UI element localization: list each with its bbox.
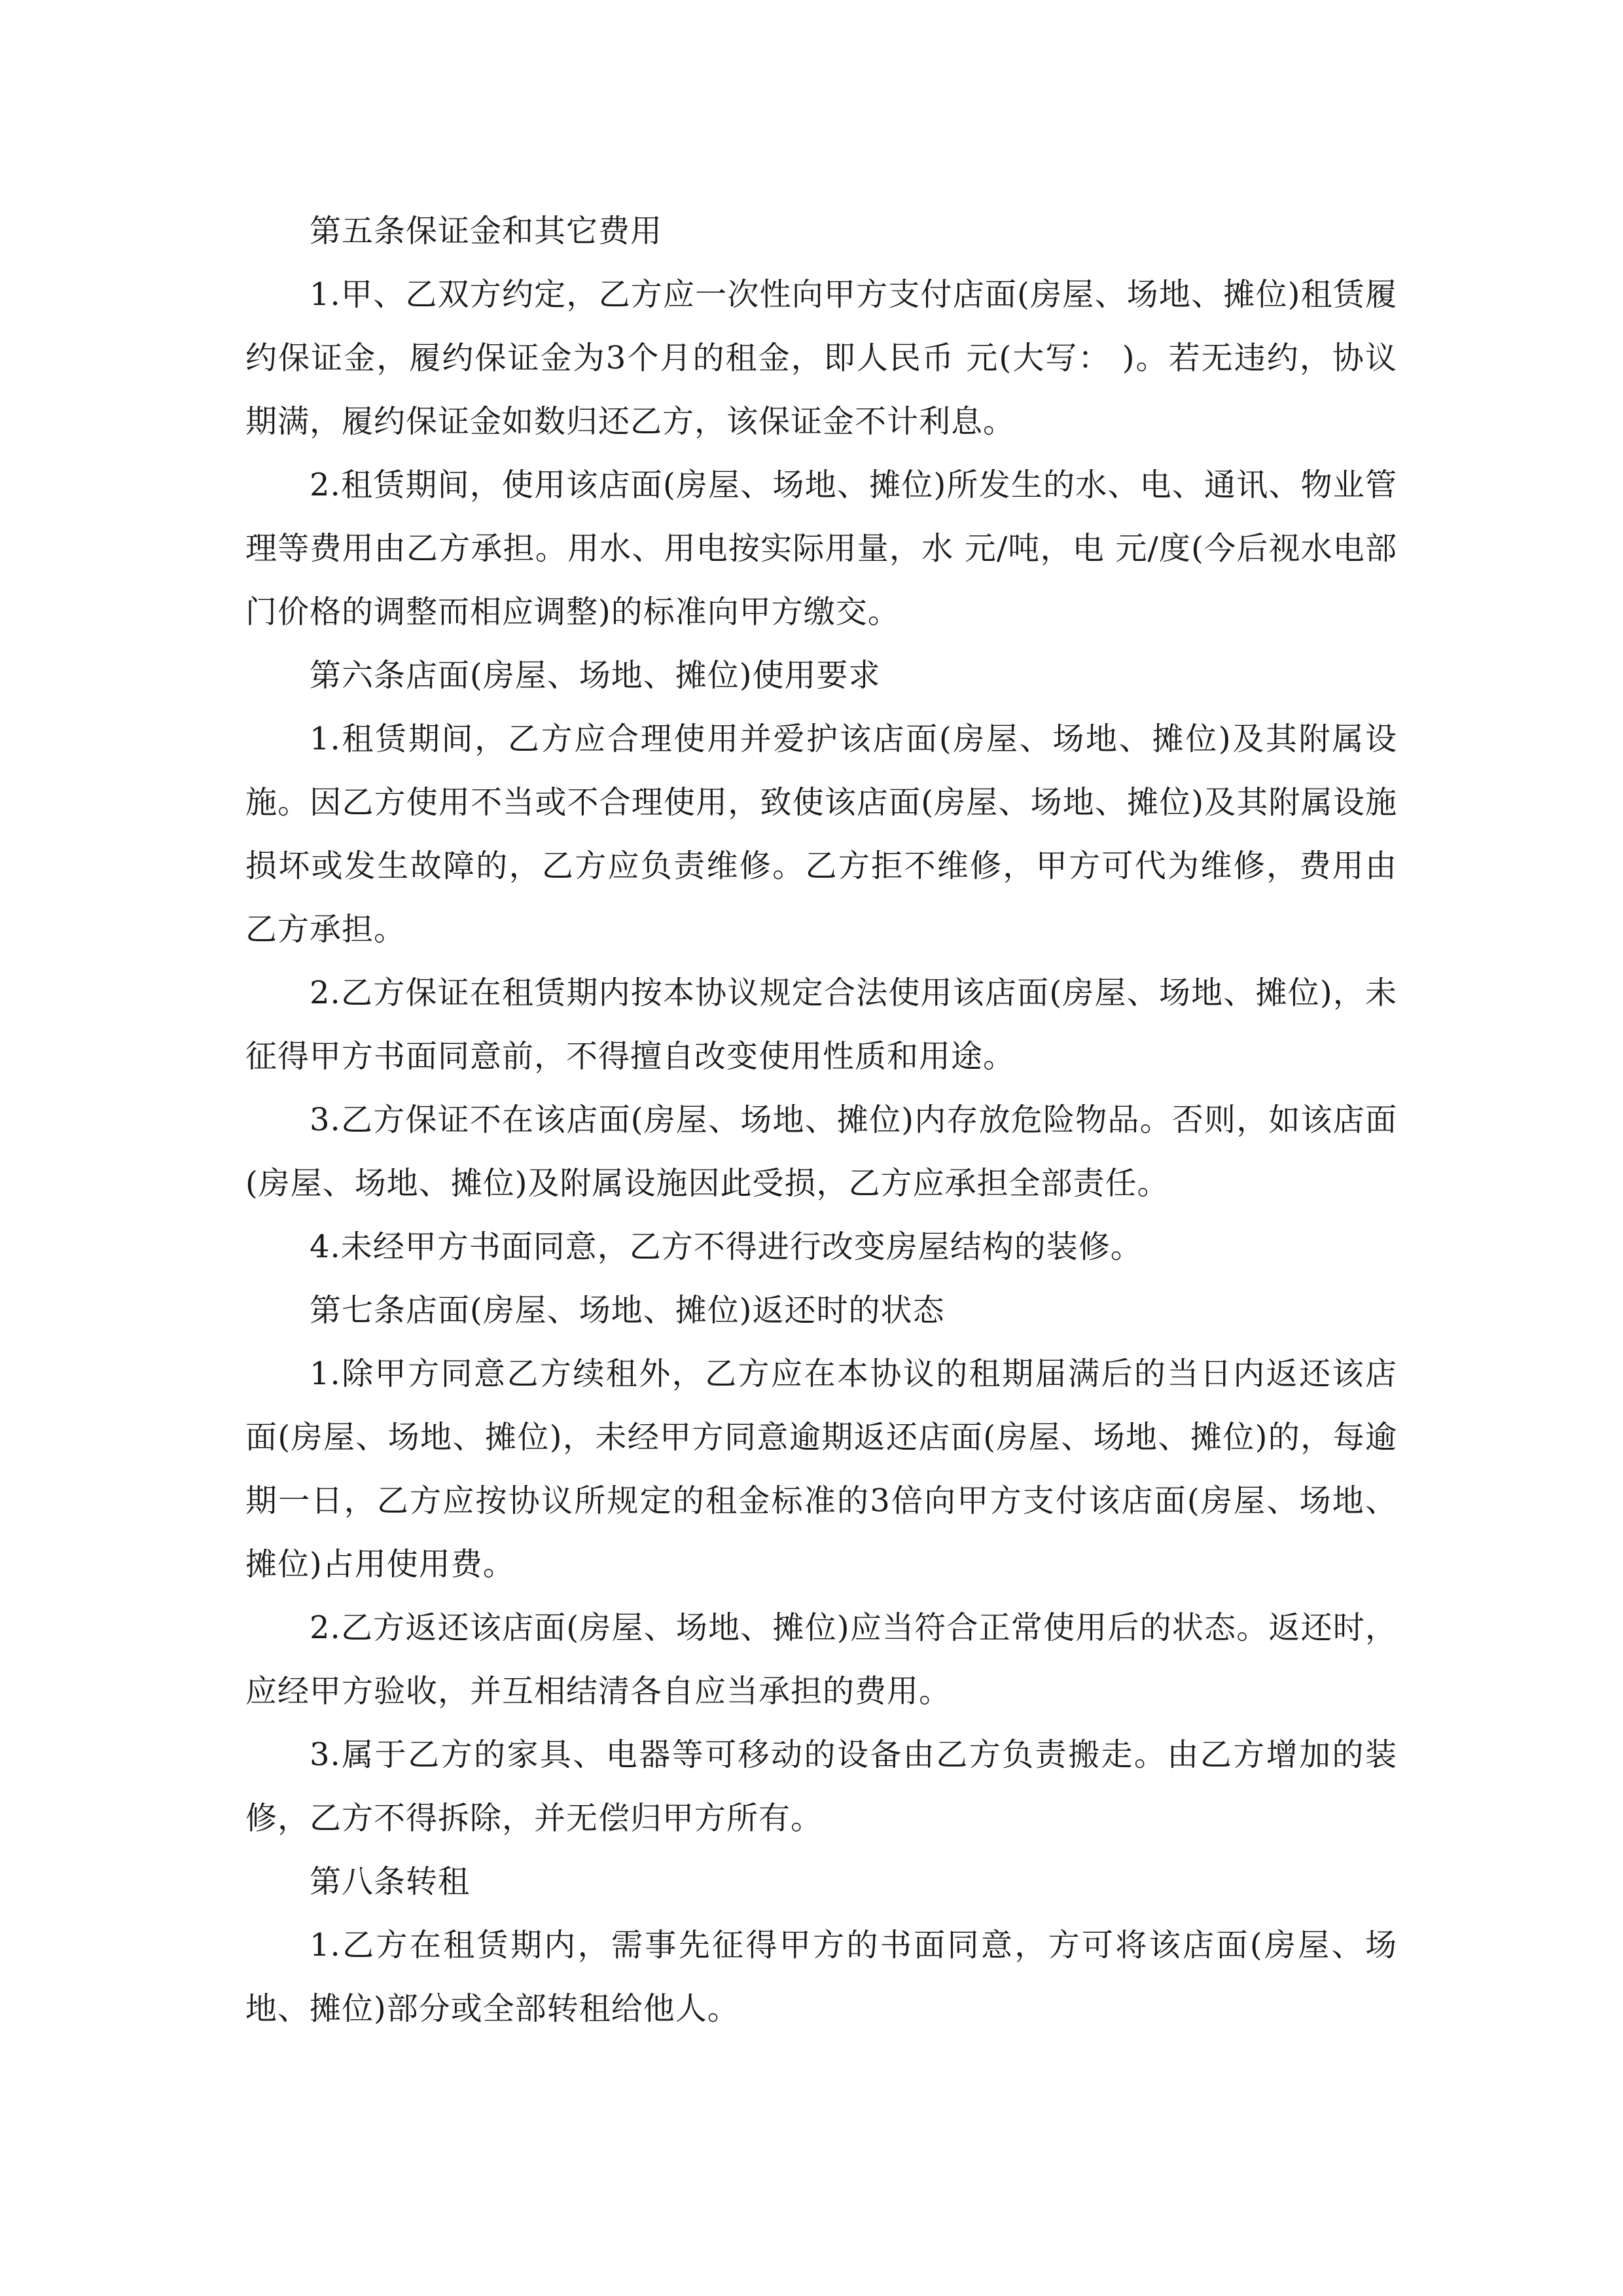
section-heading-7: 第七条店面(房屋、场地、摊位)返还时的状态	[310, 1292, 945, 1329]
paragraph: 4.未经甲方书面同意，乙方不得进行改变房屋结构的装修。	[310, 1229, 1143, 1265]
document-body	[245, 200, 1397, 2041]
section-heading-5: 第五条保证金和其它费用	[310, 213, 663, 249]
paragraph: 3.乙方保证不在该店面(房屋、场地、摊位)内存放危险物品。否则，如该店面(房屋、场地、摊位)及附属设施因此受损，乙方应承担全部责任。	[245, 1102, 1397, 1202]
paragraph: 1.甲、乙双方约定，乙方应一次性向甲方支付店面(房屋、场地、摊位)租赁履约保证金，履约保证金为3个月的租金，即人民币 元(大写： )。若无违约，协议期满，履约保证金如数归还乙方，该保证金不计利息。	[245, 276, 1397, 440]
paragraph: 2.租赁期间，使用该店面(房屋、场地、摊位)所发生的水、电、通讯、物业管理等费用由乙方承担。用水、用电按实际用量，水 元/吨，电 元/度(今后视水电部门价格的调整而相应调整)的标准向甲方缴交。	[245, 467, 1397, 630]
section-heading-8: 第八条转租	[310, 1863, 471, 1900]
paragraph: 3.属于乙方的家具、电器等可移动的设备由乙方负责搬走。由乙方增加的装修，乙方不得拆除，并无偿归甲方所有。	[245, 1736, 1397, 1837]
paragraph: 2.乙方保证在租赁期内按本协议规定合法使用该店面(房屋、场地、摊位)，未征得甲方书面同意前，不得擅自改变使用性质和用途。	[245, 975, 1397, 1075]
paragraph: 1.乙方在租赁期内，需事先征得甲方的书面同意，方可将该店面(房屋、场地、摊位)部分或全部转租给他人。	[245, 1927, 1397, 2027]
section-heading-6: 第六条店面(房屋、场地、摊位)使用要求	[310, 657, 881, 694]
paragraph: 1.租赁期间，乙方应合理使用并爱护该店面(房屋、场地、摊位)及其附属设施。因乙方使用不当或不合理使用，致使该店面(房屋、场地、摊位)及其附属设施损坏或发生故障的，乙方应负责维修。乙方拒不维修，甲方可代为维修，费用由乙方承担。	[245, 721, 1397, 948]
paragraph: 1.除甲方同意乙方续租外，乙方应在本协议的租期届满后的当日内返还该店面(房屋、场地、摊位)，未经甲方同意逾期返还店面(房屋、场地、摊位)的，每逾期一日，乙方应按协议所规定的租金标准的3倍向甲方支付该店面(房屋、场地、摊位)占用使用费。	[245, 1355, 1397, 1583]
paragraph: 2.乙方返还该店面(房屋、场地、摊位)应当符合正常使用后的状态。返还时，应经甲方验收，并互相结清各自应当承担的费用。	[245, 1609, 1397, 1710]
